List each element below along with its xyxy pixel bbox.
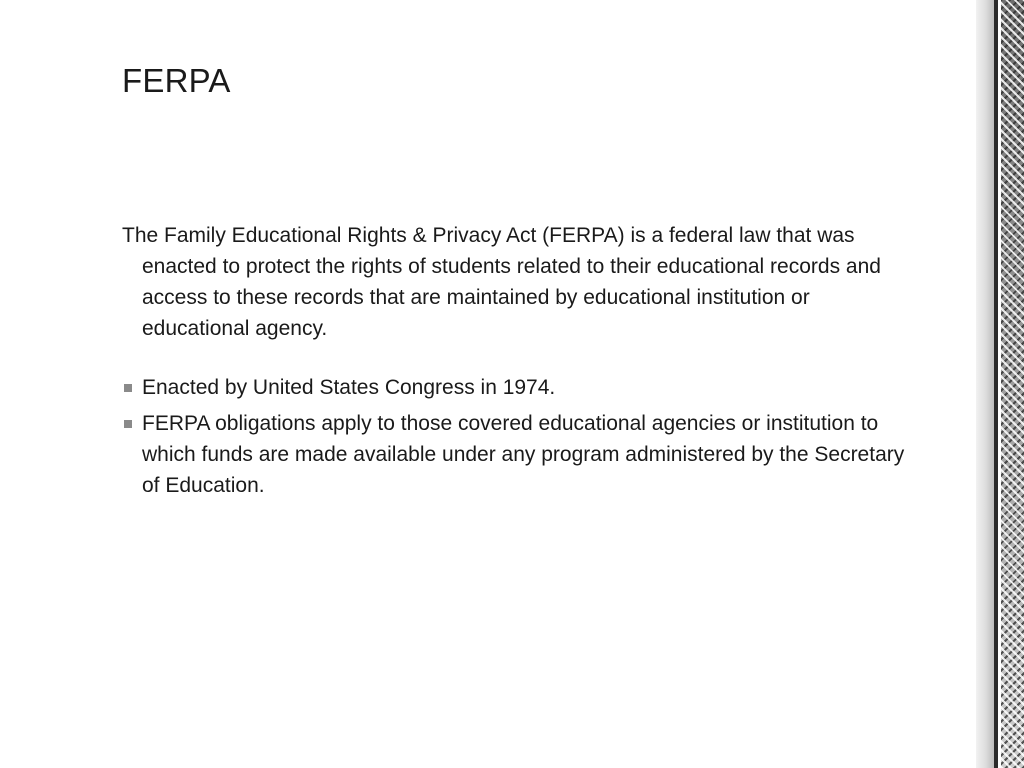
bullet-text: Enacted by United States Congress in 1974. <box>142 376 556 399</box>
side-bar-pattern <box>1001 0 1024 768</box>
intro-paragraph: The Family Educational Rights & Privacy Act (FERPA) is a federal law that was enacted to protect the rights of students related to their educational records and access to these records that are maintained by educational institution or educational agency. <box>122 224 881 340</box>
slide-body <box>122 220 922 506</box>
bullet-list <box>122 372 922 501</box>
square-bullet-icon <box>124 420 132 428</box>
list-item <box>122 372 922 403</box>
slide-title: FERPA <box>122 62 231 99</box>
list-item <box>122 408 922 501</box>
square-bullet-icon <box>124 384 132 392</box>
decorative-side-bar <box>976 0 1024 768</box>
bullet-text: FERPA obligations apply to those covered educational agencies or institution to which funds are made available under any program administered by the Secretary of Education. <box>142 412 905 497</box>
